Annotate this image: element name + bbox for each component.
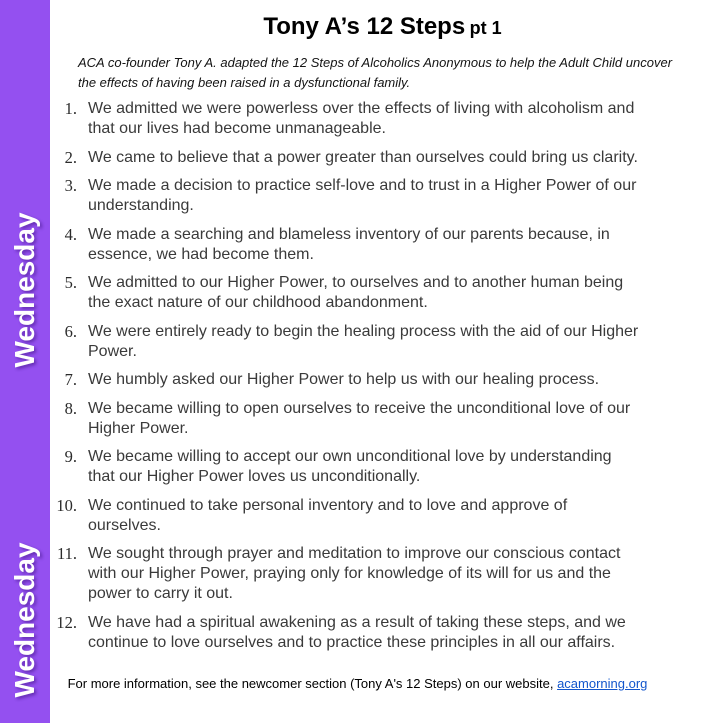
step-number: 3. (64, 176, 77, 195)
step-number: 1. (64, 99, 77, 118)
step-text-line: that our lives had become unmanageable. (88, 120, 386, 137)
step-text-line: that our Higher Power loves us unconditionally. (88, 468, 421, 485)
step-item-9 (50, 447, 700, 487)
step-text-line: We became willing to accept our own unconditional love by understanding (88, 448, 612, 465)
footer-note (0, 676, 715, 691)
step-text-line: We humbly asked our Higher Power to help us with our healing process. (88, 371, 600, 388)
step-text (88, 322, 700, 362)
step-text-line: We made a decision to practice self-love and to trust in a Higher Power of our (88, 177, 637, 194)
steps-list (50, 99, 715, 653)
footer-link[interactable]: acamorning.org (557, 676, 648, 691)
step-item-1 (50, 99, 700, 139)
step-number: 6. (64, 321, 77, 341)
step-text-line: with our Higher Power, praying only for knowledge of its will for us and the (88, 565, 611, 582)
step-item-10 (50, 496, 700, 536)
step-item-5 (50, 273, 700, 313)
step-number: 5. (64, 273, 77, 292)
step-text-line: ourselves. (88, 516, 161, 534)
step-text (88, 225, 700, 265)
step-text-line: essence, we had become them. (88, 245, 314, 263)
step-text (88, 496, 700, 536)
step-text-line: We admitted to our Higher Power, to ourselves and to another human being (88, 274, 624, 291)
step-text-line: continue to love ourselves and to practice these principles in all our affairs. (88, 633, 616, 651)
intro-text-line: ACA co-founder Tony A. adapted the 12 Steps of Alcoholics Anonymous to help the Adult Child uncover (78, 55, 673, 70)
step-text (88, 273, 700, 313)
step-text (88, 447, 700, 487)
sidebar-day-label-bottom: Wednesday (9, 542, 40, 698)
wednesday-sidebar (0, 0, 50, 723)
step-item-2 (50, 148, 700, 168)
step-number: 9. (64, 447, 77, 466)
step-text-line: We came to believe that a power greater than ourselves could bring us clarity. (88, 148, 638, 166)
step-text-line: We were entirely ready to begin the healing process with the aid of our Higher (88, 322, 639, 340)
step-text (88, 613, 700, 653)
step-number: 7. (64, 370, 77, 389)
page-title-suffix: pt 1 (469, 18, 502, 38)
page-title-main: Tony A’s 12 Steps (263, 13, 466, 40)
step-number: 4. (64, 224, 77, 244)
step-text (88, 370, 700, 390)
step-text-line: power to carry it out. (88, 585, 233, 602)
step-text-line: Power. (88, 342, 137, 360)
intro-text-line: the effects of having been raised in a dysfunctional family. (78, 75, 411, 90)
step-item-7 (50, 370, 700, 390)
step-item-6 (50, 322, 700, 362)
step-text-line: We made a searching and blameless inventory of our parents because, in (88, 225, 610, 243)
step-item-8 (50, 399, 700, 439)
sidebar-day-label-top: Wednesday (9, 212, 40, 368)
step-text (88, 176, 700, 216)
step-number: 10. (56, 495, 77, 515)
document-body (50, 0, 715, 661)
step-item-12 (50, 613, 700, 653)
step-number: 11. (56, 544, 77, 563)
step-text (88, 99, 700, 139)
step-text-line: understanding. (88, 197, 194, 214)
step-number: 12. (56, 612, 77, 632)
step-text-line: We sought through prayer and meditation to improve our conscious contact (88, 545, 621, 562)
step-item-3 (50, 176, 700, 216)
step-text-line: We continued to take personal inventory and to love and approve of (88, 496, 568, 514)
step-item-4 (50, 225, 700, 265)
step-text-line: We became willing to open ourselves to receive the unconditional love of our (88, 399, 631, 417)
footer-text: For more information, see the newcomer section (Tony A's 12 Steps) on our website, (67, 676, 558, 691)
step-text-line: Higher Power. (88, 419, 189, 437)
step-text-line: We admitted we were powerless over the effects of living with alcoholism and (88, 100, 635, 117)
step-item-11 (50, 544, 700, 604)
step-text-line: We have had a spiritual awakening as a result of taking these steps, and we (88, 613, 626, 631)
step-text (88, 148, 700, 168)
step-text-line: the exact nature of our childhood abandonment. (88, 294, 428, 311)
intro-text (78, 53, 715, 93)
step-number: 2. (64, 147, 77, 167)
step-text (88, 544, 700, 604)
step-text (88, 399, 700, 439)
step-number: 8. (64, 398, 77, 418)
page-title (50, 13, 715, 41)
